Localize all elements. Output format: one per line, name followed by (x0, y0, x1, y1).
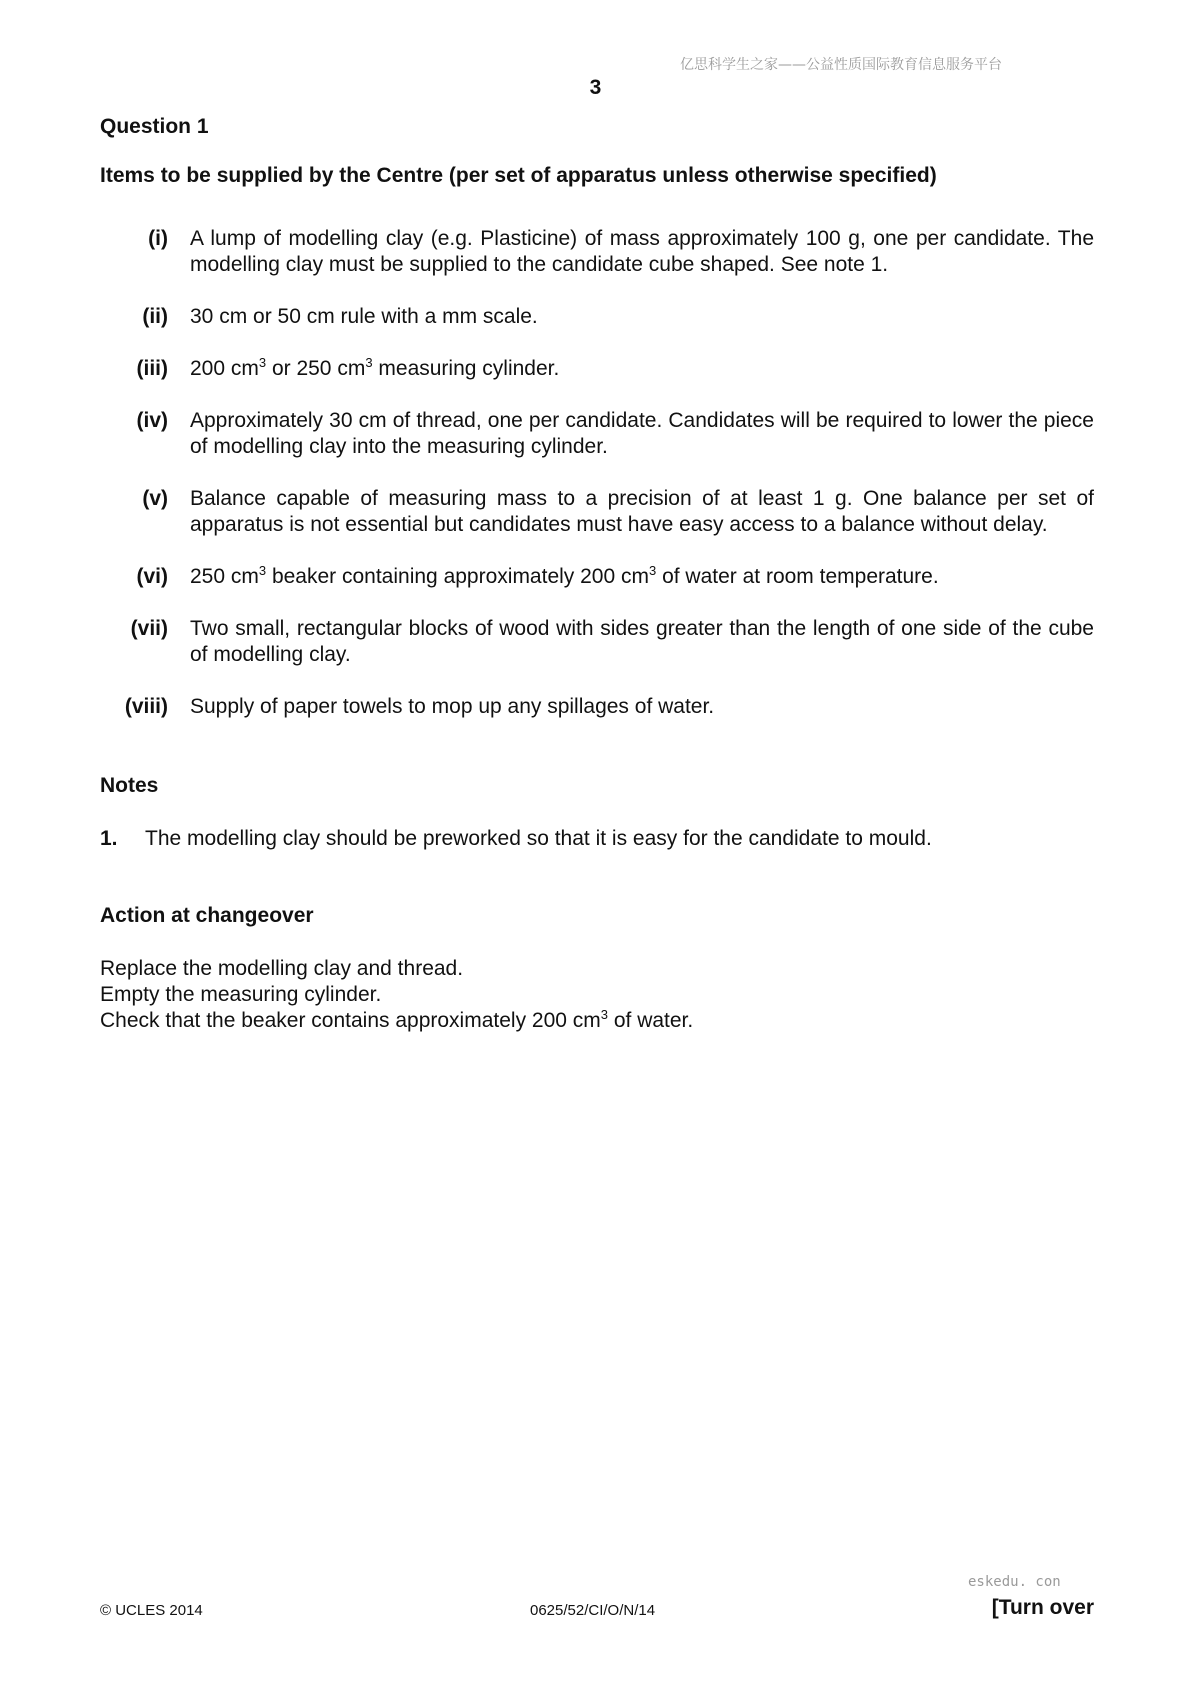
list-item (100, 226, 1094, 278)
note-item (100, 826, 932, 852)
footer-watermark: eskedu. con (968, 1574, 1061, 1590)
superscript: 3 (365, 355, 373, 370)
paper-code: 0625/52/CI/O/N/14 (530, 1602, 656, 1619)
item-number: (vii) (130, 617, 168, 640)
item-number: (iv) (136, 409, 168, 432)
action-lines (100, 956, 693, 1034)
item-text: Balance capable of measuring mass to a precision of at least 1 g. One balance per set of apparatus is not essential but candidates must have easy access to a balance without delay. (190, 487, 1094, 536)
item-number: (vi) (136, 565, 168, 588)
superscript: 3 (258, 563, 267, 578)
item-text-part: 200 cm (190, 357, 259, 380)
action-line (100, 1008, 693, 1034)
items-list (100, 226, 1094, 746)
watermark-top: 亿思科学生之家——公益性质国际教育信息服务平台 (680, 57, 1002, 73)
item-text-part: 250 cm (190, 565, 259, 588)
question-title: Question 1 (100, 115, 209, 138)
notes-heading: Notes (100, 774, 159, 797)
action-text-part: of water. (608, 1009, 694, 1032)
item-text-part: or 250 cm (266, 357, 366, 380)
item-text: Supply of paper towels to mop up any spillages of water. (190, 695, 715, 718)
list-item (100, 564, 1094, 590)
page-number: 3 (589, 76, 602, 99)
turn-over: [Turn over (991, 1596, 1094, 1619)
note-text: The modelling clay should be preworked so that it is easy for the candidate to mould. (145, 827, 932, 850)
list-item (100, 616, 1094, 668)
list-item (100, 304, 1094, 330)
item-text: A lump of modelling clay (e.g. Plasticine) of mass approximately 100 g, one per candidate. The modelling clay must be supplied to the candidate cube shaped. See note 1. (190, 227, 1094, 276)
item-text (190, 356, 1094, 382)
item-number: (v) (142, 487, 168, 510)
item-text (190, 564, 1094, 590)
action-heading: Action at changeover (100, 904, 314, 927)
item-text-part: of water at room temperature. (656, 565, 939, 588)
list-item (100, 356, 1094, 382)
items-heading: Items to be supplied by the Centre (per set of apparatus unless otherwise specified) (100, 164, 937, 187)
list-item (100, 408, 1094, 460)
item-text: 30 cm or 50 cm rule with a mm scale. (190, 305, 538, 328)
item-number: (viii) (124, 695, 168, 718)
item-text: Two small, rectangular blocks of wood with sides greater than the length of one side of the cube of modelling clay. (190, 617, 1094, 666)
action-text-part: Check that the beaker contains approximately 200 cm (100, 1009, 601, 1032)
superscript: 3 (600, 1007, 609, 1022)
superscript: 3 (649, 563, 657, 578)
item-text-part: measuring cylinder. (372, 357, 560, 380)
item-number: (iii) (136, 357, 168, 380)
note-number: 1. (100, 827, 118, 850)
item-text-part: beaker containing approximately 200 cm (266, 565, 649, 588)
copyright: © UCLES 2014 (100, 1602, 203, 1619)
item-number: (i) (148, 227, 168, 250)
superscript: 3 (258, 355, 267, 370)
action-line: Replace the modelling clay and thread. (100, 957, 464, 980)
list-item (100, 694, 1094, 720)
list-item (100, 486, 1094, 538)
item-text: Approximately 30 cm of thread, one per candidate. Candidates will be required to lower the piece of modelling clay into the measuring cylinder. (190, 409, 1094, 458)
action-line: Empty the measuring cylinder. (100, 983, 382, 1006)
item-number: (ii) (142, 305, 168, 328)
